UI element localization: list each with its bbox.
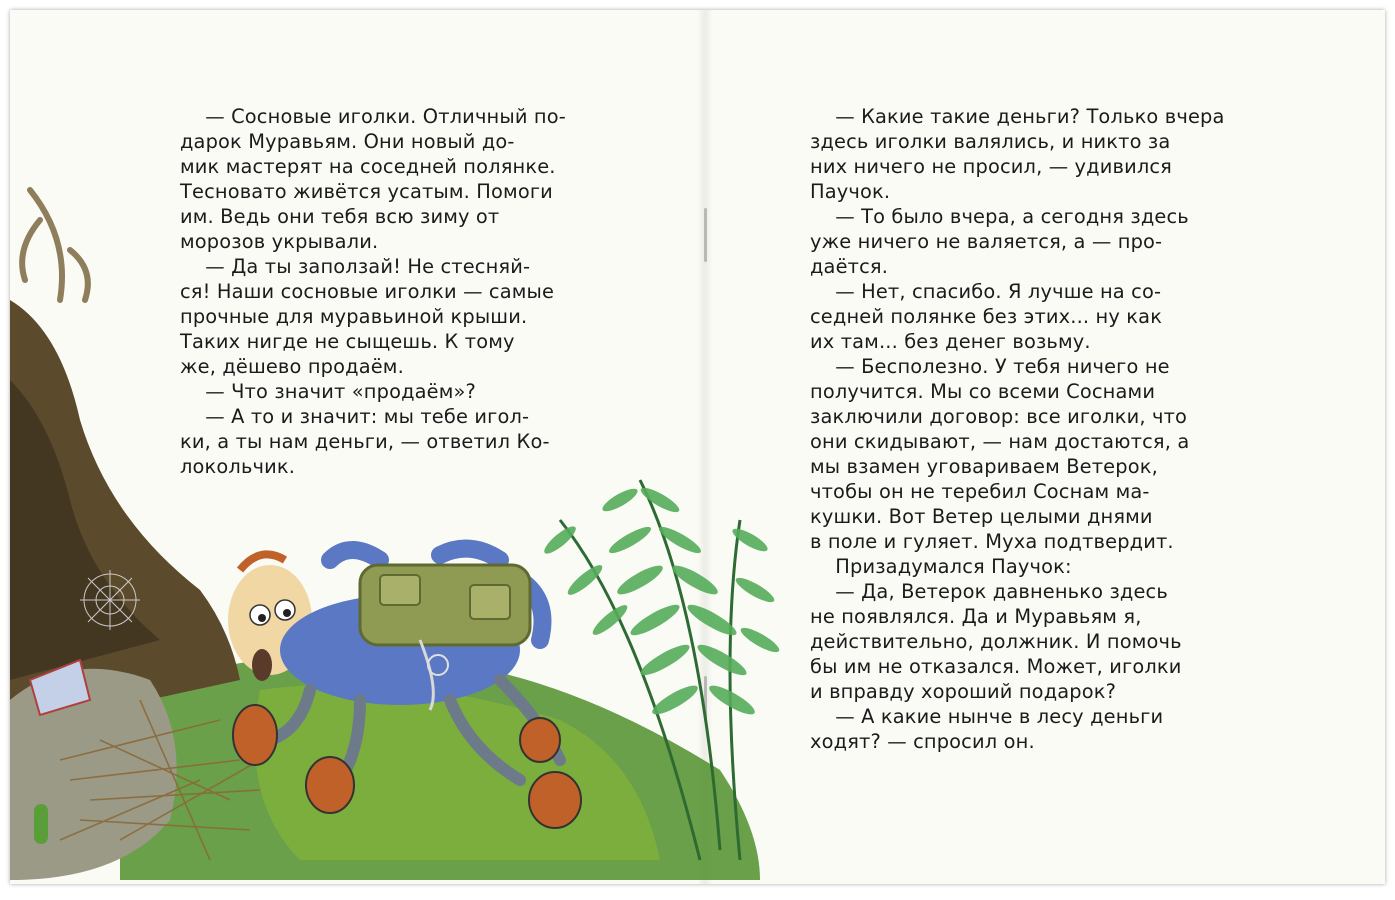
text-line: действительно, должник. И помочь <box>810 630 1182 653</box>
text-line: дарок Муравьям. Они новый до- <box>180 130 515 153</box>
text-line: седней полянке без этих... ну как <box>810 305 1163 328</box>
cactus <box>34 804 48 844</box>
text-line: кушки. Вот Ветер целыми днями <box>810 505 1153 528</box>
right-page-text <box>810 104 1225 754</box>
text-line: бы им не отказался. Может, иголки <box>810 655 1182 678</box>
fern-fronds <box>541 484 782 719</box>
text-line: Тесновато живётся усатым. Помоги <box>180 180 553 203</box>
text-line: чтобы он не теребил Соснам ма- <box>810 480 1150 503</box>
text-line: в поле и гуляет. Муха подтвердит. <box>810 530 1174 553</box>
text-line: Призадумался Паучок: <box>810 555 1072 578</box>
text-line: ся! Наши сосновые иголки — самые <box>180 280 555 303</box>
text-line: даётся. <box>810 255 889 278</box>
text-line: локольчик. <box>180 455 296 478</box>
text-line: морозов укрывали. <box>180 230 379 253</box>
text-line: — Бесполезно. У тебя ничего не <box>810 355 1170 378</box>
text-line: мик мастерят на соседней полянке. <box>180 155 556 178</box>
text-line: им. Ведь они тебя всю зиму от <box>180 205 500 228</box>
text-line: них ничего не просил, — удивился <box>810 155 1172 178</box>
text-line: — Да, Ветерок давненько здесь <box>810 580 1168 603</box>
text-line: — То было вчера, а сегодня здесь <box>810 205 1189 228</box>
text-line: ки, а ты нам деньги, — ответил Ко- <box>180 430 550 453</box>
text-line: — Да ты заползай! Не стесняй- <box>180 255 531 278</box>
text-line: Таких нигде не сыщешь. К тому <box>180 330 515 353</box>
text-line: — А то и значит: мы тебе игол- <box>180 405 530 428</box>
spider-web-icon <box>80 570 140 630</box>
text-line: прочные для муравьиной крыши. <box>180 305 528 328</box>
text-line: же, дёшево продаём. <box>180 355 404 378</box>
dry-branch <box>22 190 88 300</box>
text-line: мы взамен уговариваем Ветерок, <box>810 455 1158 478</box>
text-line: уже ничего не валяется, а — про- <box>810 230 1163 253</box>
text-line: ходят? — спросил он. <box>810 730 1035 753</box>
text-line: и вправду хороший подарок? <box>810 680 1117 703</box>
text-line: их там... без денег возьму. <box>810 330 1091 353</box>
text-line: — А какие нынче в лесу деньги <box>810 705 1164 728</box>
text-line: заключили договор: все иголки, что <box>810 405 1188 428</box>
text-line: — Какие такие деньги? Только вчера <box>810 105 1225 128</box>
text-line: они скидывают, — нам достаются, а <box>810 430 1190 453</box>
text-line: — Что значит «продаём»? <box>180 380 476 403</box>
text-line: Паучок. <box>810 180 891 203</box>
left-page-text <box>180 104 580 479</box>
text-line: здесь иголки валялись, и никто за <box>810 130 1171 153</box>
text-line: получится. Мы со всеми Соснами <box>810 380 1156 403</box>
text-line: — Нет, спасибо. Я лучше на со- <box>810 280 1162 303</box>
text-line: — Сосновые иголки. Отличный по- <box>180 105 566 128</box>
text-line: не появлялся. Да и Муравьям я, <box>810 605 1142 628</box>
